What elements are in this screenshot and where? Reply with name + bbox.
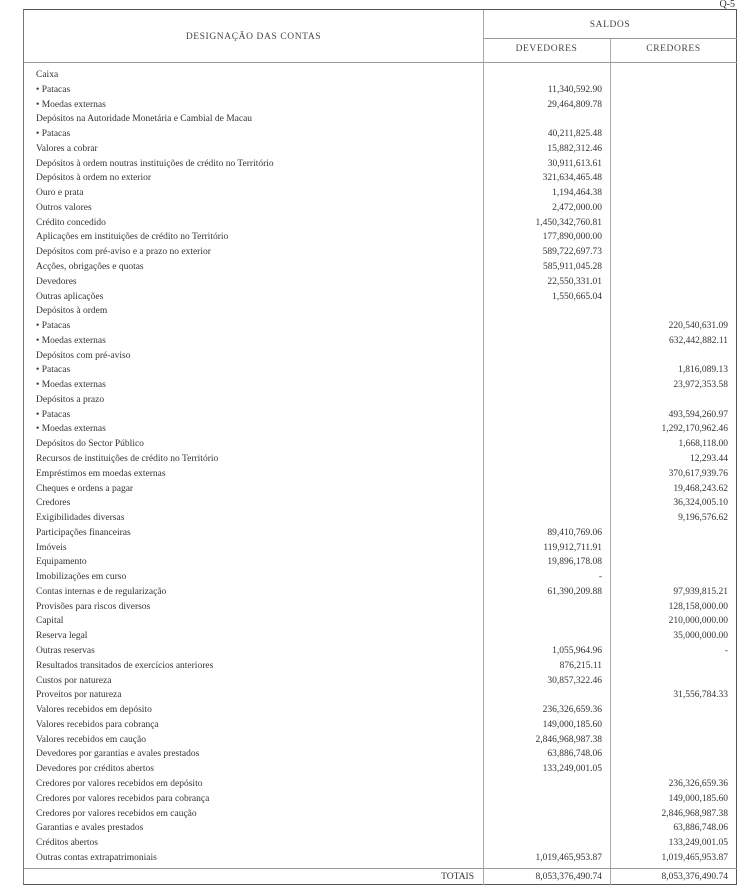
debit-value: 61,390,209.88 bbox=[547, 586, 602, 597]
account-label: Valores recebidos em caução bbox=[36, 734, 146, 745]
table-row bbox=[24, 526, 736, 541]
account-label: • Patacas bbox=[36, 129, 71, 140]
table-row bbox=[24, 349, 736, 364]
account-label: Ouro e prata bbox=[36, 188, 84, 199]
debit-value: 1,194,464.38 bbox=[552, 188, 602, 199]
account-label: Devedores bbox=[36, 276, 77, 287]
table-row bbox=[24, 703, 736, 718]
header-designation: DESIGNAÇÃO DAS CONTAS bbox=[185, 32, 322, 42]
credit-value: 1,668,118.00 bbox=[678, 439, 728, 450]
table-row bbox=[24, 275, 736, 290]
table-row bbox=[24, 467, 736, 482]
table-row bbox=[24, 260, 736, 275]
credit-value: 1,292,170,962.46 bbox=[661, 424, 728, 435]
debit-value: 133,249,001.05 bbox=[542, 764, 602, 775]
balance-table bbox=[23, 9, 737, 885]
table-row bbox=[24, 777, 736, 792]
account-label: Depósitos a prazo bbox=[36, 394, 105, 405]
account-label: Imóveis bbox=[36, 542, 67, 553]
credit-value: 133,249,001.05 bbox=[668, 838, 728, 849]
account-label: Contas internas e de regularização bbox=[36, 586, 167, 597]
table-row bbox=[24, 718, 736, 733]
table-row bbox=[24, 437, 736, 452]
debit-value: 15,882,312.46 bbox=[547, 143, 602, 154]
table-row bbox=[24, 378, 736, 393]
totals-devedores: 8,053,376,490.74 bbox=[535, 872, 602, 882]
credit-value: 31,556,784.33 bbox=[673, 690, 728, 701]
account-label: Proveitos por natureza bbox=[36, 690, 122, 701]
account-label: Custos por natureza bbox=[36, 675, 112, 686]
debit-value: 11,340,592.90 bbox=[547, 84, 602, 95]
header-devedores: DEVEDORES bbox=[515, 44, 578, 54]
account-label: Provisões para riscos diversos bbox=[36, 601, 151, 612]
credit-value: 97,939,815.21 bbox=[673, 586, 728, 597]
account-label: Depósitos à ordem bbox=[36, 306, 108, 317]
totals-row bbox=[24, 870, 736, 884]
credit-value: 1,019,465,953.87 bbox=[661, 852, 728, 863]
account-label: Caixa bbox=[36, 70, 59, 80]
table-row bbox=[24, 422, 736, 437]
table-row bbox=[24, 733, 736, 748]
header-divider bbox=[483, 38, 737, 39]
credit-value: - bbox=[724, 646, 728, 657]
table-row bbox=[24, 127, 736, 142]
account-label: Recursos de instituições de crédito no Território bbox=[36, 454, 219, 465]
table-row bbox=[24, 157, 736, 172]
table-row bbox=[24, 688, 736, 703]
table-row bbox=[24, 304, 736, 319]
table-row bbox=[24, 555, 736, 570]
table-row bbox=[24, 393, 736, 408]
table-row bbox=[24, 851, 736, 866]
table-row bbox=[24, 511, 736, 526]
account-label: Devedores por garantias e avales prestados bbox=[36, 749, 200, 760]
table-row bbox=[24, 614, 736, 629]
account-label: • Patacas bbox=[36, 365, 71, 376]
table-row bbox=[24, 747, 736, 762]
account-label: Outras reservas bbox=[36, 646, 95, 657]
account-label: Devedores por créditos abertos bbox=[36, 764, 154, 775]
credit-value: 63,886,748.06 bbox=[673, 823, 728, 834]
table-row bbox=[24, 496, 736, 511]
debit-value: 22,550,331.01 bbox=[547, 276, 602, 287]
credit-value: 35,000,000.00 bbox=[673, 631, 728, 642]
credit-value: 9,196,576.62 bbox=[678, 513, 728, 524]
table-row bbox=[24, 112, 736, 127]
credit-value: 149,000,185.60 bbox=[668, 793, 728, 804]
debit-value: 63,886,748.06 bbox=[547, 749, 602, 760]
table-row bbox=[24, 290, 736, 305]
account-label: Aplicações em instituições de crédito no Território bbox=[36, 232, 229, 243]
table-row bbox=[24, 600, 736, 615]
table-row bbox=[24, 68, 736, 83]
debit-value: 40,211,825.48 bbox=[547, 129, 602, 140]
debit-value: 2,846,968,987.38 bbox=[535, 734, 602, 745]
totals-label: TOTAIS bbox=[441, 872, 474, 882]
table-row bbox=[24, 201, 736, 216]
table-row bbox=[24, 659, 736, 674]
debit-value: 1,450,342,760.81 bbox=[535, 217, 602, 228]
table-row bbox=[24, 644, 736, 659]
totals-divider bbox=[24, 868, 737, 869]
debit-value: 119,912,711.91 bbox=[543, 542, 602, 553]
debit-value: 2,472,000.00 bbox=[552, 202, 602, 213]
account-label: Capital bbox=[36, 616, 64, 627]
account-label: • Moedas externas bbox=[36, 335, 106, 346]
account-label: • Moedas externas bbox=[36, 424, 106, 435]
account-label: Depósitos à ordem noutras instituições de crédito no Território bbox=[36, 158, 274, 169]
account-label: Credores bbox=[36, 498, 71, 509]
account-label: Reserva legal bbox=[36, 631, 88, 642]
debit-value: 1,019,465,953.87 bbox=[535, 852, 602, 863]
credit-value: 1,816,089.13 bbox=[678, 365, 728, 376]
debit-value: 29,464,809.78 bbox=[547, 99, 602, 110]
header-saldos: SALDOS bbox=[589, 20, 631, 30]
page-reference: Q-5 bbox=[719, 0, 735, 10]
table-row bbox=[24, 408, 736, 423]
credit-value: 210,000,000.00 bbox=[668, 616, 728, 627]
debit-value: 236,326,659.36 bbox=[542, 705, 602, 716]
account-label: Depósitos à ordem no exterior bbox=[36, 173, 152, 184]
account-label: Depósitos com pré-aviso bbox=[36, 350, 131, 361]
credit-value: 23,972,353.58 bbox=[673, 380, 728, 391]
debit-value: 321,634,465.48 bbox=[542, 173, 602, 184]
debit-value: 1,550,665.04 bbox=[552, 291, 602, 302]
debit-value: 876,215.11 bbox=[559, 660, 602, 671]
account-label: • Patacas bbox=[36, 409, 71, 420]
account-label: • Moedas externas bbox=[36, 99, 106, 110]
table-row bbox=[24, 541, 736, 556]
account-label: Valores recebidos para cobrança bbox=[36, 719, 159, 730]
table-row bbox=[24, 216, 736, 231]
credit-value: 632,442,882.11 bbox=[668, 335, 728, 346]
table-row bbox=[24, 171, 736, 186]
table-row bbox=[24, 585, 736, 600]
account-label: Crédito concedido bbox=[36, 217, 106, 228]
account-label: Empréstimos em moedas externas bbox=[36, 468, 166, 479]
account-label: Valores recebidos em depósito bbox=[36, 705, 152, 716]
account-label: Credores por valores recebidos em depósito bbox=[36, 778, 203, 789]
account-label: Valores a cobrar bbox=[36, 143, 98, 154]
table-row bbox=[24, 570, 736, 585]
debit-value: 177,890,000.00 bbox=[542, 232, 602, 243]
debit-value: 19,896,178.08 bbox=[547, 557, 602, 568]
header-divider bbox=[24, 62, 737, 63]
table-row bbox=[24, 363, 736, 378]
account-label: Credores por valores recebidos para cobrança bbox=[36, 793, 210, 804]
table-row bbox=[24, 674, 736, 689]
credit-value: 36,324,005.10 bbox=[673, 498, 728, 509]
account-label: • Patacas bbox=[36, 84, 71, 95]
table-row bbox=[24, 230, 736, 245]
account-label: Outras aplicações bbox=[36, 291, 104, 302]
credit-value: 236,326,659.36 bbox=[668, 778, 728, 789]
table-row bbox=[24, 807, 736, 822]
debit-value: 585,911,045.28 bbox=[542, 262, 602, 272]
account-label: • Patacas bbox=[36, 321, 71, 332]
credit-value: 2,846,968,987.38 bbox=[661, 808, 728, 819]
totals-credores: 8,053,376,490.74 bbox=[661, 872, 728, 882]
table-row bbox=[24, 83, 736, 98]
table-row bbox=[24, 836, 736, 851]
debit-value: - bbox=[598, 572, 602, 583]
credit-value: 128,158,000.00 bbox=[668, 601, 728, 612]
account-label: Depósitos na Autoridade Monetária e Cambial de Macau bbox=[36, 114, 253, 125]
debit-value: 89,410,769.06 bbox=[547, 527, 602, 538]
header-credores: CREDORES bbox=[646, 44, 701, 54]
table-row bbox=[24, 452, 736, 467]
account-label: Créditos abertos bbox=[36, 838, 99, 849]
table-row bbox=[24, 629, 736, 644]
table-row bbox=[24, 142, 736, 157]
table-row bbox=[24, 245, 736, 260]
debit-value: 149,000,185.60 bbox=[542, 719, 602, 730]
credit-value: 493,594,260.97 bbox=[668, 409, 728, 420]
account-label: Garantias e avales prestados bbox=[36, 823, 144, 834]
table-row bbox=[24, 334, 736, 349]
debit-value: 589,722,697.73 bbox=[542, 247, 602, 258]
credit-value: 12,293.44 bbox=[690, 454, 728, 465]
account-label: Outras contas extrapatrimoniais bbox=[36, 852, 157, 863]
account-label: Depósitos com pré-aviso e a prazo no exterior bbox=[36, 247, 211, 258]
table-row bbox=[24, 186, 736, 201]
debit-value: 30,911,613.61 bbox=[547, 158, 602, 169]
table-row bbox=[24, 319, 736, 334]
debit-value: 1,055,964.96 bbox=[552, 646, 602, 657]
account-label: Acções, obrigações e quotas bbox=[36, 262, 144, 272]
table-row bbox=[24, 762, 736, 777]
table-row bbox=[24, 482, 736, 497]
account-label: Resultados transitados de exercícios anteriores bbox=[36, 660, 214, 671]
account-label: Cheques e ordens a pagar bbox=[36, 483, 134, 494]
credit-value: 19,468,243.62 bbox=[673, 483, 728, 494]
table-row bbox=[24, 98, 736, 113]
account-label: Equipamento bbox=[36, 557, 87, 568]
credit-value: 220,540,631.09 bbox=[668, 321, 728, 332]
account-label: Outros valores bbox=[36, 202, 92, 213]
account-label: • Moedas externas bbox=[36, 380, 106, 391]
table-row bbox=[24, 821, 736, 836]
account-label: Participações financeiras bbox=[36, 527, 131, 538]
table-row bbox=[24, 792, 736, 807]
account-label: Imobilizações em curso bbox=[36, 572, 127, 583]
debit-value: 30,857,322.46 bbox=[547, 675, 602, 686]
account-label: Depósitos do Sector Público bbox=[36, 439, 144, 450]
account-label: Exigibilidades diversas bbox=[36, 513, 125, 524]
credit-value: 370,617,939.76 bbox=[668, 468, 728, 479]
account-label: Credores por valores recebidos em caução bbox=[36, 808, 197, 819]
